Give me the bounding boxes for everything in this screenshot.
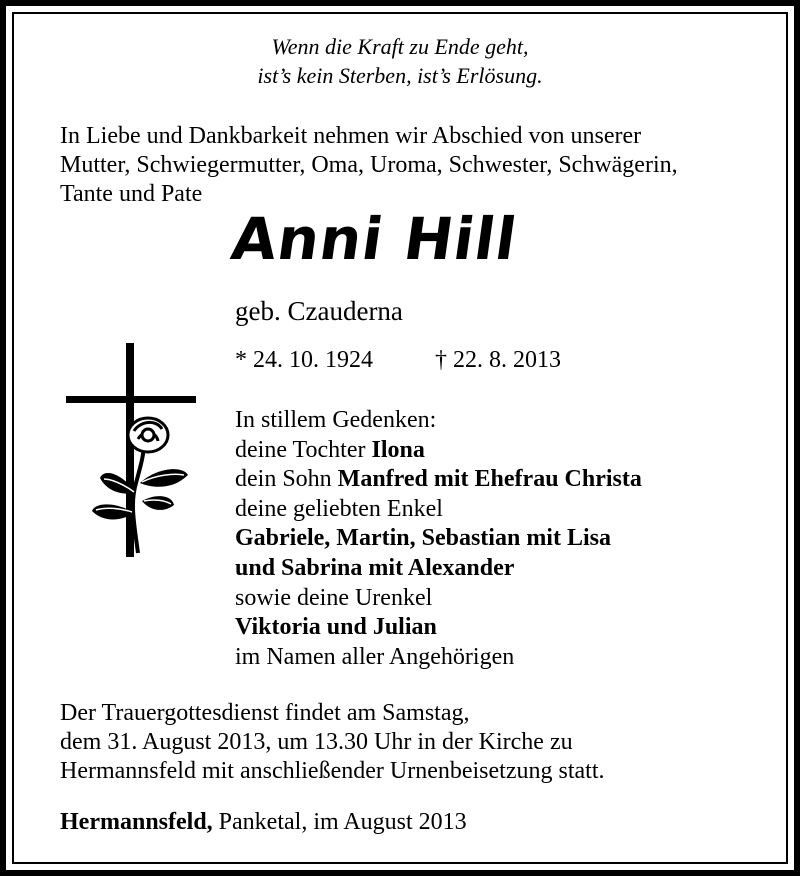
- grandchildren-names: und Sabrina mit Alexander: [235, 554, 515, 581]
- deceased-name: Anni Hill: [227, 205, 522, 273]
- intro-line: Tante und Pate: [60, 181, 203, 207]
- place-and-date: [60, 808, 467, 836]
- birth-name: geb. Czauderna: [235, 296, 403, 326]
- service-line: Der Trauergottesdienst findet am Samstag,: [60, 700, 470, 726]
- son-prefix: dein Sohn: [235, 466, 332, 493]
- place-name: Hermannsfeld,: [60, 809, 213, 835]
- daughter-name: Ilona: [371, 436, 425, 463]
- death-date: † 22. 8. 2013: [435, 347, 561, 373]
- mourners-list: [235, 406, 642, 672]
- service-line: dem 31. August 2013, um 13.30 Uhr in der Kirche zu: [60, 729, 573, 755]
- great-grandchildren-names: Viktoria und Julian: [235, 614, 437, 641]
- cross-with-rose-icon: [64, 343, 200, 559]
- son-row: [235, 465, 642, 495]
- motto-line: ist’s kein Sterben, ist’s Erlösung.: [257, 63, 543, 88]
- intro-line: In Liebe und Dankbarkeit nehmen wir Abschied von unserer: [60, 123, 642, 149]
- place-date: Panketal, im August 2013: [218, 809, 467, 835]
- great-grandchildren-prefix: sowie deine Urenkel: [235, 584, 433, 611]
- birth-date: * 24. 10. 1924: [235, 347, 373, 373]
- daughter-row: [235, 436, 642, 466]
- mourners-closing: im Namen aller Angehörigen: [235, 643, 515, 670]
- life-dates: [235, 346, 561, 374]
- grandchildren-names: Gabriele, Martin, Sebastian mit Lisa: [235, 525, 611, 552]
- intro-line: Mutter, Schwiegermutter, Oma, Uroma, Schwester, Schwägerin,: [60, 152, 678, 178]
- service-line: Hermannsfeld mit anschließender Urnenbeisetzung statt.: [60, 758, 605, 784]
- motto: [6, 32, 794, 90]
- grandchildren-prefix: deine geliebten Enkel: [235, 495, 443, 522]
- son-name: Manfred mit Ehefrau Christa: [337, 466, 642, 493]
- mourners-heading: In stillem Gedenken:: [235, 407, 437, 433]
- daughter-prefix: deine Tochter: [235, 436, 366, 463]
- motto-line: Wenn die Kraft zu Ende geht,: [271, 34, 529, 59]
- service-announcement: [60, 699, 760, 786]
- intro-text: [60, 122, 760, 209]
